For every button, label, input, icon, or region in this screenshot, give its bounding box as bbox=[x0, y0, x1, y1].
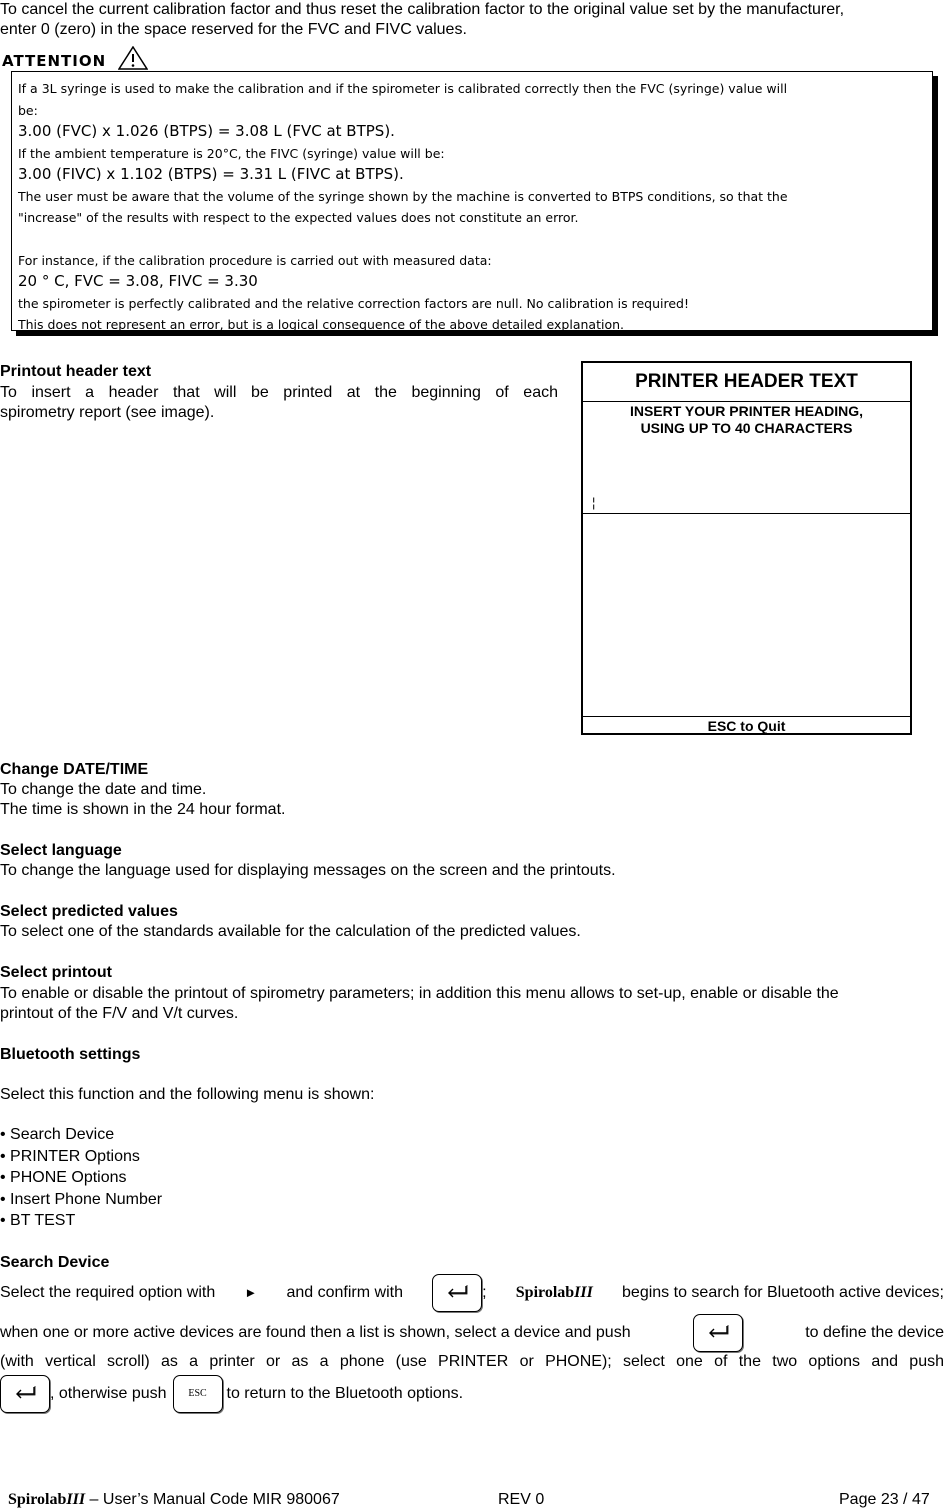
list-item: • Search Device bbox=[0, 1126, 115, 1143]
text-cursor[interactable]: ¦ bbox=[592, 495, 596, 510]
list-item: • Insert Phone Number bbox=[0, 1190, 163, 1208]
footer-brand: SpirolabIII bbox=[8, 1491, 86, 1508]
date-time-line-1: To change the date and time. bbox=[0, 781, 207, 798]
predicted-line-1: To select one of the standards available for the calculation of the predicted values. bbox=[0, 923, 581, 940]
search-paragraph-line-3: (with vertical scroll) as a printer or as a phone (use PRINTER or PHONE); select one of the two options and push bbox=[0, 1353, 944, 1370]
bluetooth-menu-list bbox=[0, 1125, 162, 1233]
language-line-1: To change the language used for displaying messages on the screen and the printouts. bbox=[0, 862, 616, 879]
enter-key-icon bbox=[432, 1274, 482, 1312]
printout-line-1: To enable or disable the printout of spirometry parameters; in addition this menu allows to set-up, enable or disable the bbox=[0, 985, 839, 1002]
printer-screen-instructions bbox=[583, 403, 910, 437]
attention-line bbox=[18, 229, 926, 250]
attention-line: "increase" of the results with respect to the expected values does not constitute an error. bbox=[18, 210, 579, 225]
footer-revision: REV 0 bbox=[498, 1491, 545, 1508]
date-time-heading: Change DATE/TIME bbox=[0, 761, 149, 778]
warning-triangle-icon bbox=[118, 46, 148, 70]
esc-key-icon: ESC bbox=[173, 1375, 223, 1413]
printer-screen-title: PRINTER HEADER TEXT bbox=[583, 363, 910, 402]
printout-header-heading: Printout header text bbox=[0, 363, 152, 380]
attention-line: the spirometer is perfectly calibrated and the relative correction factors are null. No calibration is required! bbox=[18, 295, 689, 311]
attention-line: be: bbox=[18, 102, 38, 118]
list-item: • PHONE Options bbox=[0, 1169, 127, 1186]
attention-line: For instance, if the calibration procedure is carried out with measured data: bbox=[18, 252, 492, 268]
language-heading: Select language bbox=[0, 842, 122, 859]
bluetooth-intro: Select this function and the following menu is shown: bbox=[0, 1086, 375, 1103]
attention-line: This does not represent an error, but is a logical consequence of the above detailed explanation. bbox=[18, 317, 624, 332]
printer-screen-divider bbox=[583, 513, 910, 514]
printer-screen-sub2: USING UP TO 40 CHARACTERS bbox=[640, 420, 853, 436]
printout-heading: Select printout bbox=[0, 964, 113, 981]
search-device-heading: Search Device bbox=[0, 1254, 110, 1271]
enter-key-icon bbox=[0, 1375, 50, 1413]
printer-header-screen bbox=[581, 361, 912, 735]
attention-line: 3.00 (FIVC) x 1.102 (BTPS) = 3.31 L (FIVC at BTPS). bbox=[18, 165, 404, 183]
attention-box bbox=[11, 71, 933, 331]
list-item: • PRINTER Options bbox=[0, 1147, 140, 1165]
attention-line: 3.00 (FVC) x 1.026 (BTPS) = 3.08 L (FVC at BTPS). bbox=[18, 122, 395, 140]
attention-line: The user must be aware that the volume of the syringe shown by the machine is converted to BTPS conditions, so that the bbox=[18, 188, 788, 204]
brand-name: SpirolabIII bbox=[515, 1284, 593, 1301]
search-paragraph-line-2: when one or more active devices are found then a list is shown, select a device and push to define the device bbox=[0, 1313, 944, 1353]
attention-line: If the ambient temperature is 20°C, the FIVC (syringe) value will be: bbox=[18, 145, 445, 161]
attention-line: 20 ° C, FVC = 3.08, FIVC = 3.30 bbox=[18, 272, 258, 290]
printout-header-body-2: spirometry report (see image). bbox=[0, 404, 215, 421]
footer-manual: SpirolabIII – User’s Manual Code MIR 980067 bbox=[8, 1491, 340, 1508]
attention-line: If a 3L syringe is used to make the calibration and if the spirometer is calibrated correctly then the FVC (syringe) value will bbox=[18, 81, 788, 96]
intro-line-2: enter 0 (zero) in the space reserved for the FVC and FIVC values. bbox=[0, 21, 467, 38]
enter-key-icon bbox=[693, 1314, 743, 1352]
date-time-line-2: The time is shown in the 24 hour format. bbox=[0, 801, 286, 818]
arrow-right-icon: ► bbox=[244, 1285, 258, 1300]
footer-page-number: Page 23 / 47 bbox=[839, 1491, 930, 1508]
printout-header-body-1: To insert a header that will be printed at the beginning of each bbox=[0, 384, 558, 401]
search-paragraph-line-1: Select the required option with ► and confirm with ; SpirolabIII begins to search for Bluetooth active devices; bbox=[0, 1273, 944, 1313]
search-paragraph-line-4: , otherwise push ESC to return to the Bluetooth options. bbox=[0, 1374, 463, 1414]
esc-quit-label: ESC to Quit bbox=[583, 716, 910, 735]
printout-line-2: printout of the F/V and V/t curves. bbox=[0, 1005, 239, 1022]
predicted-heading: Select predicted values bbox=[0, 903, 178, 920]
list-item: • BT TEST bbox=[0, 1212, 76, 1229]
intro-line-1: To cancel the current calibration factor and thus reset the calibration factor to the original value set by the manufacturer, bbox=[0, 1, 845, 18]
printer-screen-sub1: INSERT YOUR PRINTER HEADING, bbox=[629, 403, 864, 419]
attention-title: ATTENTION bbox=[2, 46, 148, 71]
bluetooth-heading: Bluetooth settings bbox=[0, 1046, 141, 1063]
